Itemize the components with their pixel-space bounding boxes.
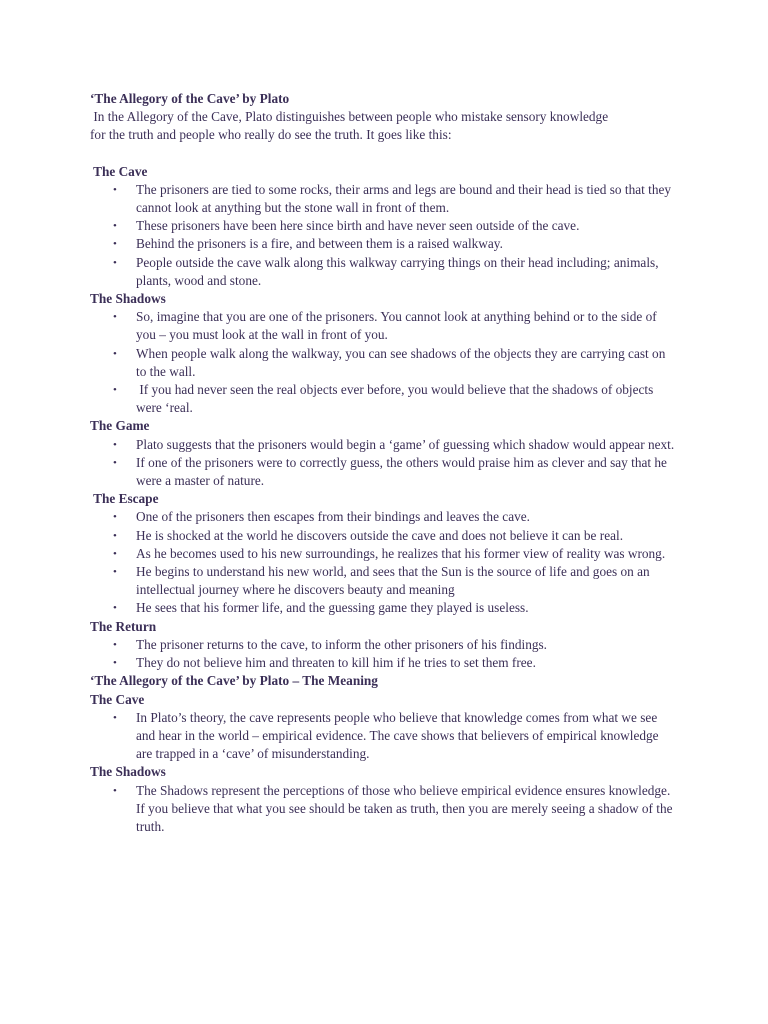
- list-item: • Plato suggests that the prisoners would begin a ‘game’ of guessing which shadow would appear next.: [0, 436, 676, 454]
- list-item: • Behind the prisoners is a fire, and between them is a raised walkway.: [0, 235, 676, 253]
- bullet-icon: •: [113, 547, 117, 560]
- list-item: • When people walk along the walkway, you can see shadows of the objects they are carrying cast on to the wall.: [113, 345, 669, 379]
- game-list: [0, 436, 768, 491]
- bullet-icon: •: [113, 711, 117, 724]
- meaning-heading-cave: The Cave: [90, 691, 145, 707]
- list-item: • He begins to understand his new world, and sees that the Sun is the source of life and goes on an intellectual journey where he discovers beauty and meaning: [113, 564, 653, 598]
- list-item: • If you had never seen the real objects ever before, you would believe that the shadows of objects were ‘real.: [113, 382, 657, 416]
- list-item: • The Shadows represent the perceptions of those who believe empirical evidence ensures knowledge. If you believe that what you see should be taken as truth, then you are merely seeing a shadow of the truth.: [113, 782, 676, 834]
- list-item: • He is shocked at the world he discovers outside the cave and does not believe it can be real.: [0, 527, 676, 545]
- section-heading-game: The Game: [90, 418, 150, 434]
- section-heading-escape: The Escape: [90, 491, 159, 507]
- escape-list: [0, 508, 768, 617]
- bullet-icon: •: [113, 183, 117, 196]
- shadows-list: [0, 308, 768, 417]
- bullet-icon: •: [113, 220, 117, 233]
- meaning-shadows-list: [0, 782, 768, 837]
- bullet-icon: •: [113, 638, 117, 651]
- section-heading-return: The Return: [90, 618, 157, 634]
- bullet-icon: •: [113, 602, 117, 615]
- bullet-icon: •: [113, 384, 117, 397]
- bullet-icon: •: [113, 511, 117, 524]
- cave-list: [0, 181, 768, 290]
- bullet-icon: •: [113, 347, 117, 360]
- document-page: [0, 90, 768, 836]
- list-item: • They do not believe him and threaten to kill him if he tries to set them free.: [0, 654, 676, 672]
- bullet-icon: •: [113, 566, 117, 579]
- bullet-icon: •: [113, 238, 117, 251]
- section-heading-cave: The Cave: [90, 163, 148, 179]
- bullet-icon: •: [113, 256, 117, 269]
- list-item: • These prisoners have been here since birth and have never seen outside of the cave.: [0, 217, 676, 235]
- list-item: • One of the prisoners then escapes from their bindings and leaves the cave.: [0, 508, 676, 526]
- document-title: ‘The Allegory of the Cave’ by Plato: [90, 91, 290, 106]
- bullet-icon: •: [113, 529, 117, 542]
- list-item: • The prisoner returns to the cave, to inform the other prisoners of his findings.: [0, 636, 676, 654]
- section-heading-shadows: The Shadows: [90, 291, 166, 307]
- bullet-icon: •: [113, 784, 117, 797]
- bullet-icon: •: [113, 438, 117, 451]
- meaning-heading-shadows: The Shadows: [90, 764, 166, 780]
- bullet-icon: •: [113, 657, 117, 670]
- bullet-icon: •: [113, 456, 117, 469]
- meaning-title: ‘The Allegory of the Cave’ by Plato – The Meaning: [90, 673, 378, 689]
- return-list: [0, 636, 768, 672]
- list-item: • People outside the cave walk along this walkway carrying things on their head including; animals, plants, wood and stone.: [113, 254, 662, 288]
- list-item: • In Plato’s theory, the cave represents people who believe that knowledge comes from what we see and hear in the world – empirical evidence. The cave shows that believers of empirical knowledge are trapped in a ‘cave’ of misunderstanding.: [113, 709, 662, 762]
- intro-paragraph: In the Allegory of the Cave, Plato distinguishes between people who mistake sensory knowledge for the truth and people who really do see the truth. It goes like this:: [90, 109, 612, 143]
- list-item: • So, imagine that you are one of the prisoners. You cannot look at anything behind or to the side of you – you must look at the wall in front of you.: [113, 309, 661, 343]
- list-item: • He sees that his former life, and the guessing game they played is useless.: [0, 599, 676, 617]
- list-item: • The prisoners are tied to some rocks, their arms and legs are bound and their head is tied so that they cannot look at anything but the stone wall in front of them.: [113, 181, 675, 216]
- list-item: • As he becomes used to his new surroundings, he realizes that his former view of reality was wrong.: [0, 545, 676, 563]
- list-item: • If one of the prisoners were to correctly guess, the others would praise him as clever and say that he were a master of nature.: [113, 454, 671, 489]
- bullet-icon: •: [113, 311, 117, 324]
- meaning-cave-list: [0, 709, 768, 764]
